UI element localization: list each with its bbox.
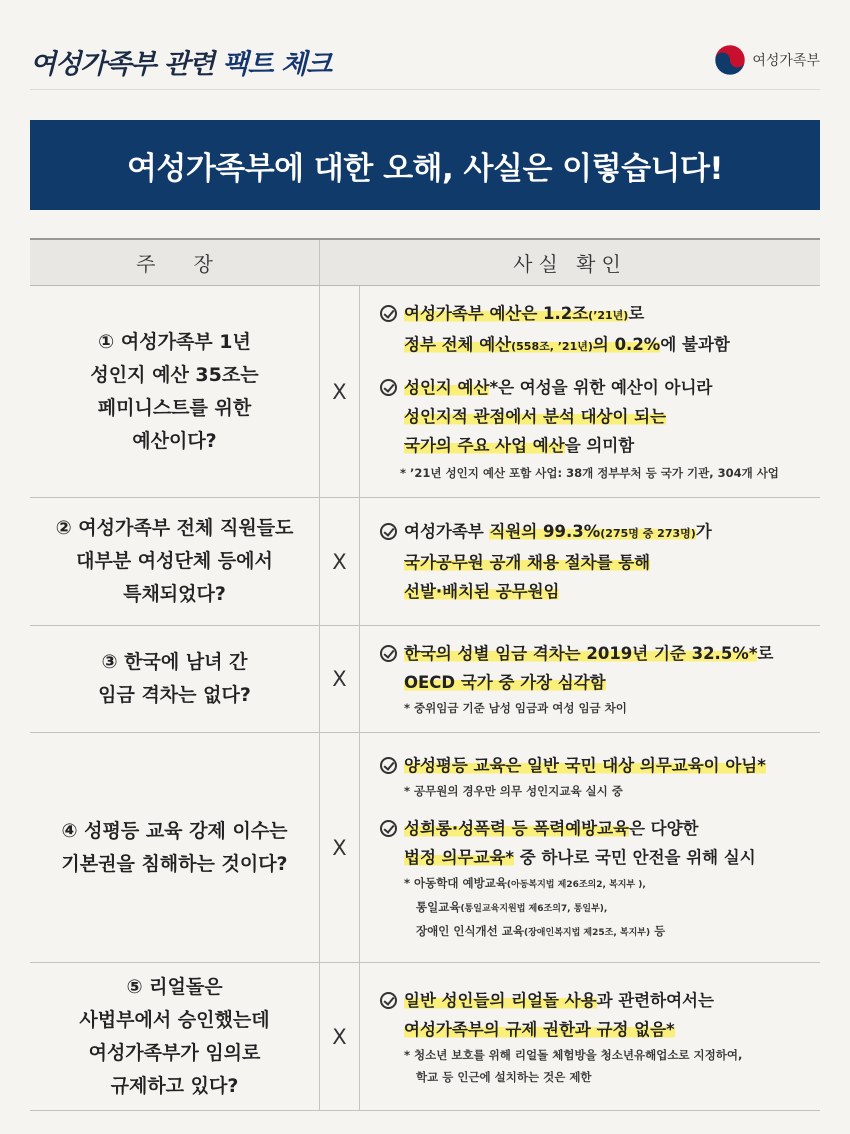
x-mark: X <box>320 498 360 625</box>
x-mark: X <box>320 963 360 1110</box>
footnote: * ’21년 성인지 예산 포함 사업: 38개 정부부처 등 국가 기관, 304개 사업 <box>400 466 779 480</box>
fact-item: 여성가족부 예산은 1.2조(’21년)로 정부 전체 예산(558조, ’21년)의 0.2%에 불과함 <box>380 299 820 361</box>
claim-cell: ① 여성가족부 1년 성인지 예산 35조는 페미니스트를 위한 예산이다? <box>30 286 320 497</box>
x-mark: X <box>320 733 360 962</box>
fact-item: 일반 성인들의 리얼돌 사용과 관련하여서는 여성가족부의 규제 권한과 규정 없음* <box>380 986 820 1044</box>
claim-cell: ③ 한국에 남녀 간 임금 격차는 없다? <box>30 626 320 732</box>
ministry-logo <box>714 44 820 76</box>
footnote: 학교 등 인근에 설치하는 것은 제한 <box>416 1069 592 1084</box>
fact-cell <box>360 626 820 732</box>
check-circle-icon <box>380 379 397 396</box>
x-mark: X <box>320 286 360 497</box>
check-circle-icon <box>380 523 397 540</box>
check-circle-icon <box>380 305 397 322</box>
page-title: 여성가족부 관련 팩트 체크 <box>30 49 332 80</box>
check-circle-icon <box>380 757 397 774</box>
column-header-claim: 주장 <box>30 240 320 285</box>
fact-item: 한국의 성별 임금 격차는 2019년 기준 32.5%*로 OECD 국가 중 가장 심각함 <box>380 639 820 697</box>
footnote: * 아동학대 예방교육(아동복지법 제26조의2, 복지부 ), <box>404 876 646 890</box>
fact-item: 양성평등 교육은 일반 국민 대상 의무교육이 아님* <box>380 751 820 780</box>
footnote: * 공무원의 경우만 의무 성인지교육 실시 중 <box>404 784 623 798</box>
footnote: 통일교육(통일교육지원법 제6조의7, 통일부), <box>416 900 608 914</box>
fact-item: 여성가족부 직원의 99.3%(275명 중 273명)가 국가공무원 공개 채용 절차를 통해 선발·배치된 공무원임 <box>380 517 820 606</box>
claim-cell: ② 여성가족부 전체 직원들도 대부분 여성단체 등에서 특채되었다? <box>30 498 320 625</box>
column-header-fact: 사실 확인 <box>513 252 627 276</box>
headline-text: 여성가족부에 대한 오해, 사실은 이렇습니다! <box>126 150 724 187</box>
taegeuk-logo-icon <box>714 44 746 76</box>
fact-cell <box>360 286 820 497</box>
logo-text: 여성가족부 <box>752 53 820 69</box>
page-header <box>30 38 820 90</box>
table-row <box>30 498 820 626</box>
check-circle-icon <box>380 820 397 837</box>
check-circle-icon <box>380 992 397 1009</box>
footnote: * 중위임금 기준 남성 임금과 여성 임금 차이 <box>404 701 627 715</box>
table-row <box>30 963 820 1111</box>
check-circle-icon <box>380 645 397 662</box>
fact-check-table <box>30 238 820 1111</box>
claim-cell: ④ 성평등 교육 강제 이수는 기본권을 침해하는 것이다? <box>30 733 320 962</box>
table-row <box>30 626 820 733</box>
table-header <box>30 238 820 286</box>
fact-cell <box>360 733 820 962</box>
headline-banner <box>30 120 820 210</box>
x-mark: X <box>320 626 360 732</box>
fact-item: 성인지 예산*은 여성을 위한 예산이 아니라 성인지적 관점에서 분석 대상이 되는 국가의 주요 사업 예산을 의미함 <box>380 373 820 460</box>
footnote: 장애인 인식개선 교육(장애인복지법 제25조, 복지부) 등 <box>416 924 666 938</box>
table-row <box>30 733 820 963</box>
footnote: * 청소년 보호를 위해 리얼돌 체험방을 청소년유해업소로 지정하여, <box>404 1047 743 1062</box>
fact-cell <box>360 963 820 1110</box>
claim-cell: ⑤ 리얼돌은 사법부에서 승인했는데 여성가족부가 임의로 규제하고 있다? <box>30 963 320 1110</box>
fact-cell <box>360 498 820 625</box>
table-row <box>30 286 820 498</box>
fact-item: 성희롱·성폭력 등 폭력예방교육은 다양한 법정 의무교육* 중 하나로 국민 안전을 위해 실시 <box>380 814 820 872</box>
